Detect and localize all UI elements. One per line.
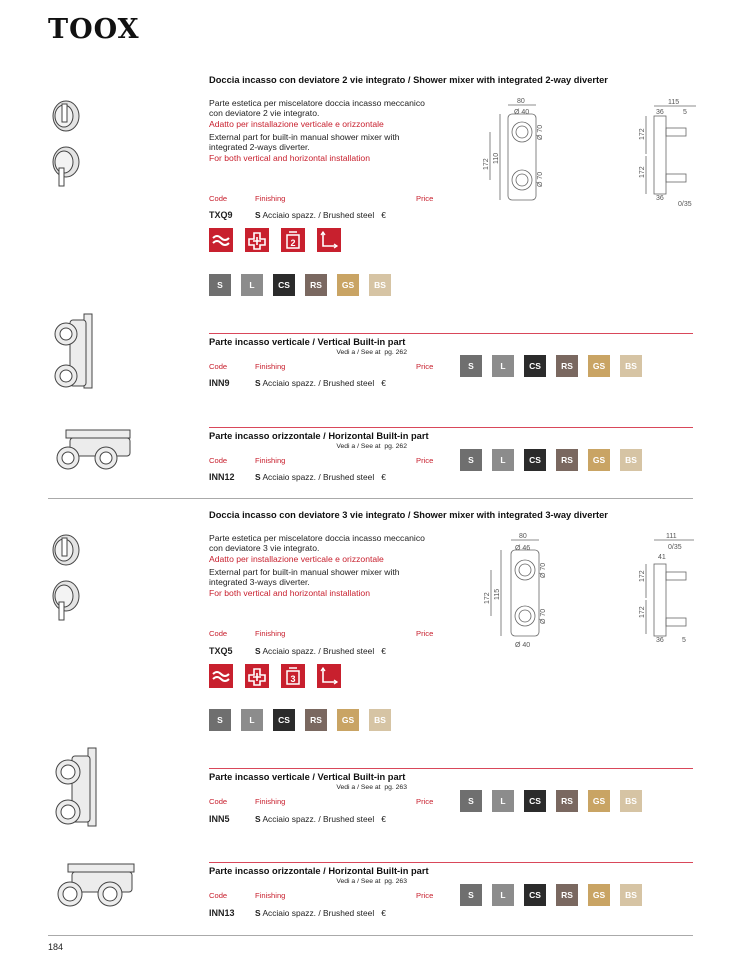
finishing-header: Finishing xyxy=(255,891,286,900)
finishing-value: S Acciaio spazz. / Brushed steel € xyxy=(255,472,386,482)
section1-en-desc: External part for built-in manual shower mixer with integrated 2-ways diverter. xyxy=(209,132,400,153)
divider xyxy=(209,333,693,334)
dim-label: 36 xyxy=(656,109,664,116)
swatch-chip: CS xyxy=(524,449,546,471)
swatch-chip: BS xyxy=(369,274,391,296)
product-code: TXQ5 xyxy=(209,646,233,656)
dim-label: Ø 40 xyxy=(515,642,531,649)
knob-icon xyxy=(53,101,79,186)
dim-label: 172 xyxy=(639,128,646,140)
product-code: INN13 xyxy=(209,908,235,918)
section2-en-install: For both vertical and horizontal installation xyxy=(209,588,370,598)
swatch-chip: BS xyxy=(620,884,642,906)
svg-text:2: 2 xyxy=(290,238,296,248)
technical-drawing-front-2 xyxy=(475,530,580,650)
section-divider xyxy=(48,498,693,499)
mixer-cross-icon xyxy=(245,664,269,688)
dim-label: Ø 70 xyxy=(540,608,547,624)
dim-label: Ø 46 xyxy=(515,545,531,552)
vertical2-title: Parte incasso verticale / Vertical Built-in part xyxy=(209,772,406,782)
feature-icons-1 xyxy=(209,228,341,252)
product-code: INN9 xyxy=(209,378,230,388)
section2-title: Doccia incasso con deviatore 3 vie integrato / Shower mixer with integrated 3-way diverter xyxy=(209,510,608,520)
section2-en-desc: External part for built-in manual shower mixer with integrated 3-ways diverter. xyxy=(209,567,400,588)
dim-label: 172 xyxy=(639,606,646,618)
swatch-chip: GS xyxy=(588,355,610,377)
dim-label: 172 xyxy=(639,166,646,178)
brand-logo: TOOX xyxy=(48,14,140,45)
technical-drawing-side-2 xyxy=(632,530,704,646)
swatch-chip: S xyxy=(460,790,482,812)
swatch-chip: BS xyxy=(620,449,642,471)
swatch-chip: L xyxy=(492,449,514,471)
section1-it-desc: Parte estetica per miscelatore doccia incasso meccanico con deviatore 2 vie integrato. xyxy=(209,98,425,119)
technical-drawing-side-1 xyxy=(632,94,704,210)
installation-orientation-icon xyxy=(317,664,341,688)
swatch-chip: BS xyxy=(620,355,642,377)
technical-drawing-front-1 xyxy=(470,94,580,204)
swatch-chip: GS xyxy=(337,709,359,731)
swatch-chip: S xyxy=(209,709,231,731)
see-at-reference: Vedi a / See at pg. 262 xyxy=(336,443,407,450)
dim-label: 5 xyxy=(683,109,687,116)
dim-label: 5 xyxy=(682,637,686,644)
dim-label: 115 xyxy=(494,588,501,600)
dim-label: 111 xyxy=(666,533,677,540)
product-code: TXQ9 xyxy=(209,210,233,220)
finishing-header: Finishing xyxy=(255,362,286,371)
section2-it-desc: Parte estetica per miscelatore doccia incasso meccanico con deviatore 3 vie integrato. xyxy=(209,533,425,554)
see-at-reference: Vedi a / See at pg. 263 xyxy=(336,878,407,885)
dim-label: Ø 70 xyxy=(540,562,547,578)
product-knob-images-1 xyxy=(46,96,86,188)
swatch-chip: RS xyxy=(305,274,327,296)
finishing-header: Finishing xyxy=(255,797,286,806)
price-header: Price xyxy=(416,797,434,806)
diverter-outlets-icon xyxy=(281,228,305,252)
thermostatic-waves-icon xyxy=(209,664,233,688)
dim-label: 172 xyxy=(483,158,490,170)
swatch-chip: S xyxy=(460,884,482,906)
swatch-chip: BS xyxy=(620,790,642,812)
product-code: INN5 xyxy=(209,814,230,824)
divider xyxy=(209,427,693,428)
thermostatic-waves-icon xyxy=(209,228,233,252)
section1-title: Doccia incasso con deviatore 2 vie integrato / Shower mixer with integrated 2-way diverter xyxy=(209,75,608,85)
vertical-builtin-image-1 xyxy=(48,310,98,392)
svg-text:3: 3 xyxy=(290,674,296,684)
swatch-chip: RS xyxy=(556,355,578,377)
swatch-chip: GS xyxy=(337,274,359,296)
swatch-chip: S xyxy=(460,449,482,471)
price-header: Price xyxy=(416,194,434,203)
finish-swatches-1 xyxy=(209,274,391,296)
dim-label: 41 xyxy=(658,554,666,561)
finish-swatches-horizontal1 xyxy=(460,449,642,471)
section1-en-install: For both vertical and horizontal installation xyxy=(209,153,370,163)
code-header: Code xyxy=(209,362,228,371)
dim-label: 0/35 xyxy=(668,544,682,551)
swatch-chip: S xyxy=(460,355,482,377)
dim-label: Ø 40 xyxy=(514,109,530,116)
swatch-chip: L xyxy=(241,709,263,731)
dim-label: 172 xyxy=(639,570,646,582)
divider xyxy=(209,768,693,769)
code-header: Code xyxy=(209,194,228,203)
section1-it-install: Adatto per installazione verticale e orizzontale xyxy=(209,119,384,129)
swatch-chip: GS xyxy=(588,884,610,906)
code-header: Code xyxy=(209,797,228,806)
swatch-chip: RS xyxy=(556,790,578,812)
feature-icons-2 xyxy=(209,664,341,688)
swatch-chip: L xyxy=(492,355,514,377)
dim-label: 0/35 xyxy=(678,201,692,208)
horizontal2-title: Parte incasso orizzontale / Horizontal Built-in part xyxy=(209,866,429,876)
swatch-chip: CS xyxy=(273,709,295,731)
code-header: Code xyxy=(209,629,228,638)
section2-it-install: Adatto per installazione verticale e orizzontale xyxy=(209,554,384,564)
dim-label: 115 xyxy=(668,99,680,106)
swatch-chip: L xyxy=(241,274,263,296)
swatch-chip: L xyxy=(492,790,514,812)
finish-swatches-horizontal2 xyxy=(460,884,642,906)
dim-label: 80 xyxy=(519,533,527,540)
page-number: 184 xyxy=(48,942,64,952)
dim-label: 36 xyxy=(656,195,664,202)
dim-label: Ø 70 xyxy=(537,171,544,187)
price-header: Price xyxy=(416,629,434,638)
divider xyxy=(209,862,693,863)
swatch-chip: CS xyxy=(524,884,546,906)
swatch-chip: GS xyxy=(588,449,610,471)
finishing-value: S Acciaio spazz. / Brushed steel € xyxy=(255,210,386,220)
see-at-reference: Vedi a / See at pg. 262 xyxy=(336,349,407,356)
see-at-reference: Vedi a / See at pg. 263 xyxy=(336,784,407,791)
horizontal-builtin-image-1 xyxy=(50,426,134,476)
vertical-builtin-image-2 xyxy=(48,744,104,830)
swatch-chip: RS xyxy=(556,449,578,471)
dim-label: 36 xyxy=(656,637,664,644)
finish-swatches-vertical2 xyxy=(460,790,642,812)
horizontal1-title: Parte incasso orizzontale / Horizontal Built-in part xyxy=(209,431,429,441)
diverter-outlets-icon xyxy=(281,664,305,688)
price-header: Price xyxy=(416,362,434,371)
horizontal-builtin-image-2 xyxy=(50,860,138,912)
swatch-chip: CS xyxy=(524,790,546,812)
price-header: Price xyxy=(416,891,434,900)
finishing-value: S Acciaio spazz. / Brushed steel € xyxy=(255,378,386,388)
dim-label: 80 xyxy=(517,98,525,105)
price-header: Price xyxy=(416,456,434,465)
dim-label: 172 xyxy=(484,592,491,604)
product-code: INN12 xyxy=(209,472,235,482)
mixer-cross-icon xyxy=(245,228,269,252)
swatch-chip: CS xyxy=(524,355,546,377)
finishing-value: S Acciaio spazz. / Brushed steel € xyxy=(255,908,386,918)
finishing-header: Finishing xyxy=(255,194,286,203)
finish-swatches-vertical1 xyxy=(460,355,642,377)
code-header: Code xyxy=(209,456,228,465)
dim-label: Ø 70 xyxy=(537,124,544,140)
code-header: Code xyxy=(209,891,228,900)
swatch-chip: GS xyxy=(588,790,610,812)
swatch-chip: L xyxy=(492,884,514,906)
knob-icon xyxy=(53,535,79,620)
swatch-chip: CS xyxy=(273,274,295,296)
finishing-value: S Acciaio spazz. / Brushed steel € xyxy=(255,814,386,824)
installation-orientation-icon xyxy=(317,228,341,252)
vertical1-title: Parte incasso verticale / Vertical Built-in part xyxy=(209,337,406,347)
finish-swatches-2 xyxy=(209,709,391,731)
swatch-chip: S xyxy=(209,274,231,296)
swatch-chip: RS xyxy=(556,884,578,906)
dim-label: 110 xyxy=(493,152,500,164)
swatch-chip: BS xyxy=(369,709,391,731)
product-knob-images-2 xyxy=(46,530,86,622)
footer-divider xyxy=(48,935,693,936)
finishing-header: Finishing xyxy=(255,629,286,638)
finishing-value: S Acciaio spazz. / Brushed steel € xyxy=(255,646,386,656)
finishing-header: Finishing xyxy=(255,456,286,465)
swatch-chip: RS xyxy=(305,709,327,731)
